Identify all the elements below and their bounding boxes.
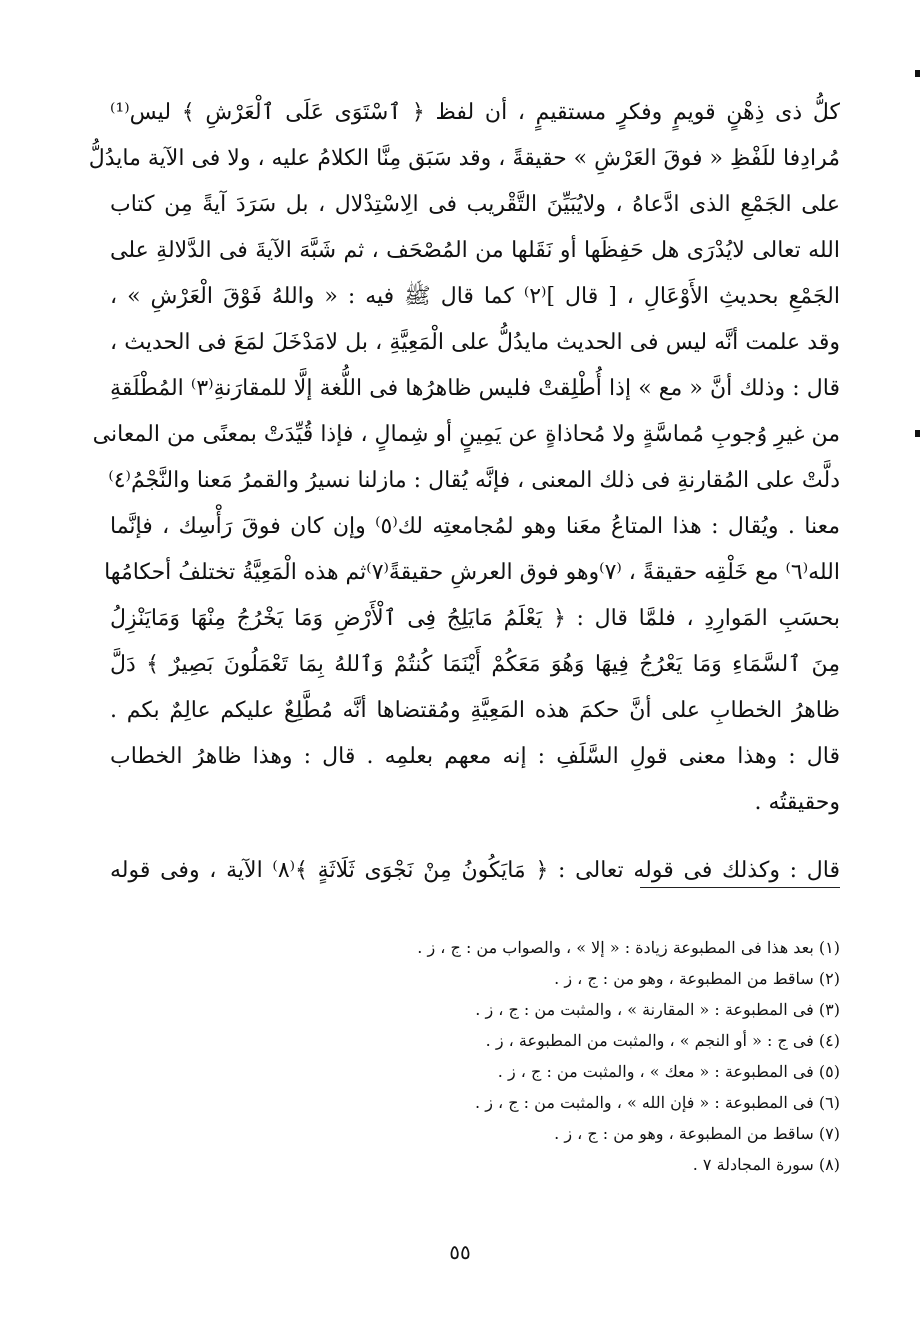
text-line: وحقيقتُه . (754, 790, 840, 815)
text-line: معنا . ويُقال : هذا المتاعُ معَنا وهو لمُجامعتِه لك⁽٥⁾ وإن كان فوقَ رَأْسِك ، فإنَّما (110, 514, 840, 539)
footnote-separator (640, 887, 840, 888)
paragraph-gap (110, 826, 840, 848)
text-line: دلَّتْ على المُقارنةِ فى ذلك المعنى ، فإنَّه يُقال : مازلنا نسيرُ والقمرُ مَعنا والنَّجْمُ⁽٤⁾ (108, 468, 840, 493)
text-line: قال : وهذا معنى قولِ السَّلَفِ : إنه معهم بعلمِه . قال : وهذا ظاهرُ الخطاب (110, 744, 840, 769)
footnote: (٧) ساقط من المطبوعة ، وهو من : ج ، ز . (554, 1124, 840, 1143)
main-text (88, 90, 841, 894)
footnote: (٨) سورة المجادلة ٧ . (692, 1155, 840, 1174)
footnote: (٣) فى المطبوعة : « المقارنة » ، والمثبت من : ج ، ز . (475, 1000, 840, 1019)
text-line: قال : وذلك أنَّ « مع » إذا أُطْلِقتْ فليس ظاهرُها فى اللُّغة إلَّا للمقارَنةِ⁽٣⁾ المُطْلَقةِ (110, 376, 840, 401)
text-line: مِنَ ٱلسَّمَاءِ وَمَا يَعْرُجُ فِيهَا وَهُوَ مَعَكُمْ أَيْنَمَا كُنتُمْ وَٱللهُ بِمَا تَعْمَلُونَ بَصِيرٌ ﴾ دَلَّ (110, 652, 840, 677)
footnote: (٤) فى ج : « أو النجم » ، والمثبت من المطبوعة ، ز . (485, 1031, 840, 1050)
margin-mark-top (915, 70, 920, 77)
text-line: على الجَمْعِ الذى ادَّعاهُ ، ولايُبَيِّنَ التَّقْريب فى الِاسْتِدْلال ، بل سَرَدَ آيةً مِن كتاب (110, 192, 840, 217)
footnotes (300, 932, 840, 1180)
text-line: الجَمْعِ بحديثِ الأَوْعَالِ ، [ قال ]⁽٢⁾ كما قال ﷺ فيه : « واللهُ فَوْقَ الْعَرْشِ » ، (110, 284, 840, 309)
text-line: قال : وكذلك فى قوله تعالى : ﴿ مَايَكُونُ مِنْ نَجْوَى ثَلَاثَةٍ ﴾⁽٨⁾ الآية ، وفى قوله (110, 858, 840, 883)
footnote: (٦) فى المطبوعة : « فإن الله » ، والمثبت من : ج ، ز . (475, 1093, 840, 1112)
text-line: الله تعالى لايُدْرَى هل حَفِظَها أو نَقَلها من المُصْحَف ، ثم شَبَّهَ الآيةَ فى الدَّلالةِ على (110, 238, 841, 263)
text-line: الله⁽٦⁾ مع خَلْقِه حقيقةً ، ⁽٧⁾وهو فوق العرشِ حقيقةً⁽٧⁾ثم هذه الْمَعِيَّةُ تختلفُ أحكامُها (104, 560, 840, 585)
footnote: (٥) فى المطبوعة : « معك » ، والمثبت من : ج ، ز . (497, 1062, 840, 1081)
page-number: ٥٥ (449, 1240, 471, 1264)
footnote: (١) بعد هذا فى المطبوعة زيادة : « إلا » ، والصواب من : ج ، ز . (417, 938, 840, 957)
text-line: ظاهرُ الخطابِ على أنَّ حكمَ هذه المَعِيَّةِ ومُقتضاها أنَّه مُطَّلِعٌ عليكم عالِمٌ بكم . (110, 698, 840, 723)
footnote: (٢) ساقط من المطبوعة ، وهو من : ج ، ز . (554, 969, 840, 988)
text-line: من غيرِ وُجوبِ مُماسَّةٍ ولا مُحاذاةٍ عن يَمِينٍ أو شِمالٍ ، فإذا قُيِّدَتْ بمعنًى من المعانى (92, 422, 840, 447)
text-line: مُرادِفا للَفْظِ « فوقَ العَرْشِ » حقيقةً ، وقد سَبَق مِنَّا الكلامُ عليه ، ولا فى الآية مايدُلُّ (88, 146, 840, 171)
text-line: بحسَبِ المَوارِدِ ، فلمَّا قال : ﴿ يَعْلَمُ مَايَلِجُ فِى ٱلْأَرْضِ وَمَا يَخْرُجُ مِنْهَا وَمَايَنْزِلُ (110, 606, 840, 631)
text-line: كلُّ ذى ذِهْنٍ قويمٍ وفكرٍ مستقيمٍ ، أن لفظ ﴿ ٱسْتَوَى عَلَى ٱلْعَرْشِ ﴾ ليس⁽¹⁾ (110, 100, 840, 125)
text-line: وقد علمت أنَّه ليس فى الحديث مايدُلُّ على الْمَعِيَّةِ ، بل لامَدْخَلَ لمَعَ فى الحديث ، (110, 330, 840, 355)
margin-mark-middle (915, 430, 920, 437)
